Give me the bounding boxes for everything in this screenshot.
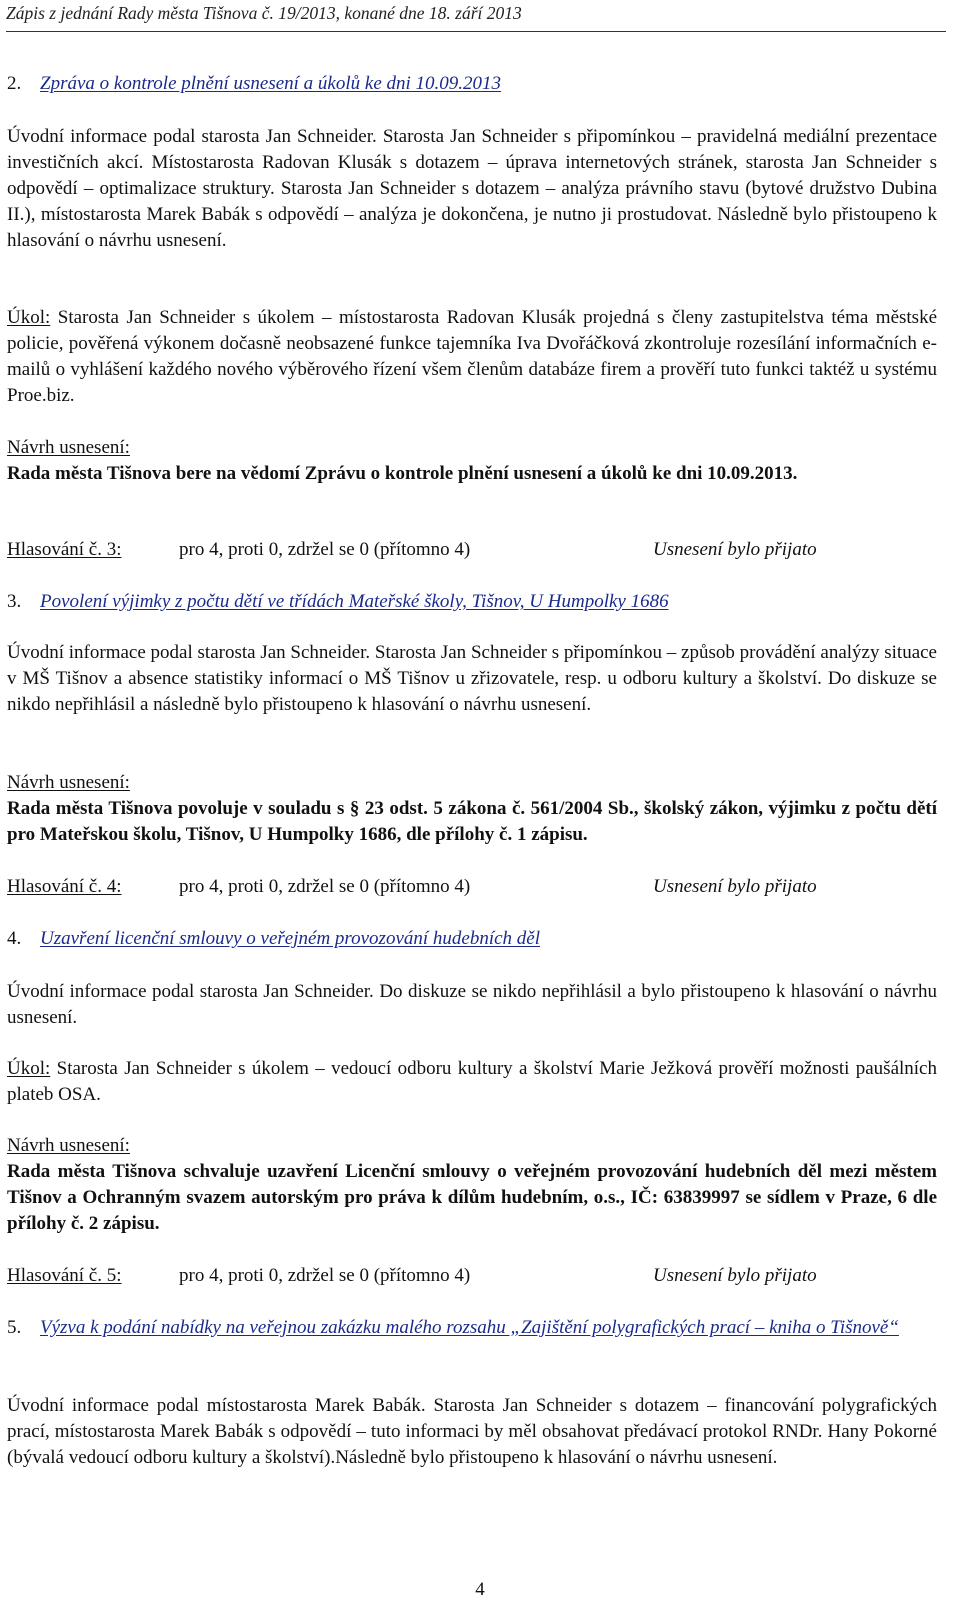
proposal-label: Návrh usnesení: [7, 437, 130, 458]
section-2-vote [7, 537, 937, 563]
task-text: Starosta Jan Schneider s úkolem – vedoucí odboru kultury a školství Marie Ježková prověří možnosti paušálních plateb OSA. [7, 1058, 937, 1105]
section-4-heading [7, 926, 937, 952]
proposal-text: Rada města Tišnova povoluje v souladu s § 23 odst. 5 zákona č. 561/2004 Sb., školský zákon, výjimku z počtu dětí pro Mateřskou školu, Tišnov, U Humpolky 1686, dle přílohy č. 1 zápisu. [7, 798, 937, 845]
section-number: 4. [7, 928, 22, 949]
proposal-label: Návrh usnesení: [7, 772, 130, 793]
section-2-proposal [7, 435, 937, 487]
section-3-vote [7, 874, 937, 900]
section-number: 3. [7, 591, 22, 612]
task-label: Úkol: [7, 307, 51, 328]
vote-text: pro 4, proti 0, zdržel se 0 (přítomno 4) [179, 1265, 471, 1286]
section-4-proposal [7, 1133, 937, 1237]
vote-text: pro 4, proti 0, zdržel se 0 (přítomno 4) [179, 876, 471, 897]
section-title: Zpráva o kontrole plnění usnesení a úkolů ke dni 10.09.2013 [40, 73, 502, 94]
section-3-intro: Úvodní informace podal starosta Jan Schneider. Starosta Jan Schneider s připomínkou – způsob provádění analýzy situace v MŠ Tišnov a absence statistiky informací o MŠ Tišnov u zřizovatele, resp. u odboru kultury a školství. Do diskuze se nikdo nepřihlásil a následně bylo přistoupeno k hlasování o návrhu usnesení. [7, 642, 937, 715]
vote-result: Usnesení bylo přijato [653, 539, 817, 560]
document-header: Zápis z jednání Rady města Tišnova č. 19/2013, konané dne 18. září 2013 [6, 2, 946, 32]
vote-label: Hlasování č. 3: [7, 539, 122, 560]
section-title: Povolení výjimky z počtu dětí ve třídách Mateřské školy, Tišnov, U Humpolky 1686 [40, 591, 669, 612]
section-5-heading [7, 1315, 937, 1341]
vote-result: Usnesení bylo přijato [653, 876, 817, 897]
section-number: 5. [7, 1317, 22, 1338]
vote-label: Hlasování č. 4: [7, 876, 122, 897]
proposal-text: Rada města Tišnova bere na vědomí Zprávu o kontrole plnění usnesení a úkolů ke dni 10.09.2013. [7, 463, 798, 484]
section-5-intro: Úvodní informace podal místostarosta Marek Babák. Starosta Jan Schneider s dotazem – financování polygrafických prací, místostarosta Marek Babák s odpovědí – tuto informaci by měl obsahovat předávací protokol RNDr. Hany Pokorné (bývalá vedoucí odboru kultury a školství).Následně bylo přistoupeno k hlasování o návrhu usnesení. [7, 1395, 937, 1468]
section-3-proposal [7, 770, 937, 848]
section-4-vote [7, 1263, 937, 1289]
vote-text: pro 4, proti 0, zdržel se 0 (přítomno 4) [179, 539, 471, 560]
section-title: Uzavření licenční smlouvy o veřejném provozování hudebních děl [40, 928, 541, 949]
vote-result: Usnesení bylo přijato [653, 1265, 817, 1286]
section-2-heading [7, 71, 937, 97]
proposal-label: Návrh usnesení: [7, 1135, 130, 1156]
task-text: Starosta Jan Schneider s úkolem – místostarosta Radovan Klusák projedná s členy zastupitelstva téma městské policie, pověřená výkonem dočasně neobsazené funkce tajemníka Iva Dvořáčková zkontroluje rozesílání informačních e-mailů o vyhlášení každého nového výběrového řízení všem členům databáze firem a prověří tuto funkci taktéž u systému Proe.biz. [7, 307, 937, 406]
section-3-heading [7, 589, 937, 615]
proposal-text: Rada města Tišnova schvaluje uzavření Licenční smlouvy o veřejném provozování hudebních děl mezi městem Tišnov a Ochranným svazem autorským pro práva k dílům hudebním, o.s., IČ: 63839997 se sídlem v Praze, 6 dle přílohy č. 2 zápisu. [7, 1161, 937, 1234]
section-2-intro: Úvodní informace podal starosta Jan Schneider. Starosta Jan Schneider s připomínkou – pravidelná mediální prezentace investičních akcí. Místostarosta Radovan Klusák s dotazem – úprava internetových stránek, starosta Jan Schneider s odpovědí – optimalizace struktury. Starosta Jan Schneider s dotazem – analýza právního stavu (bytové družstvo Dubina II.), místostarosta Marek Babák s odpovědí – analýza je dokončena, je nutno ji prostudovat. Následně bylo přistoupeno k hlasování o návrhu usnesení. [7, 126, 937, 251]
section-4-task [7, 1056, 937, 1108]
section-title: Výzva k podání nabídky na veřejnou zakázku malého rozsahu „Zajištění polygrafických prací – kniha o Tišnově“ [40, 1317, 899, 1338]
task-label: Úkol: [7, 1058, 51, 1079]
page-number: 4 [475, 1579, 485, 1600]
section-2-task [7, 305, 937, 409]
vote-label: Hlasování č. 5: [7, 1265, 122, 1286]
section-4-intro: Úvodní informace podal starosta Jan Schneider. Do diskuze se nikdo nepřihlásil a bylo přistoupeno k hlasování o návrhu usnesení. [7, 981, 937, 1028]
section-number: 2. [7, 73, 22, 94]
